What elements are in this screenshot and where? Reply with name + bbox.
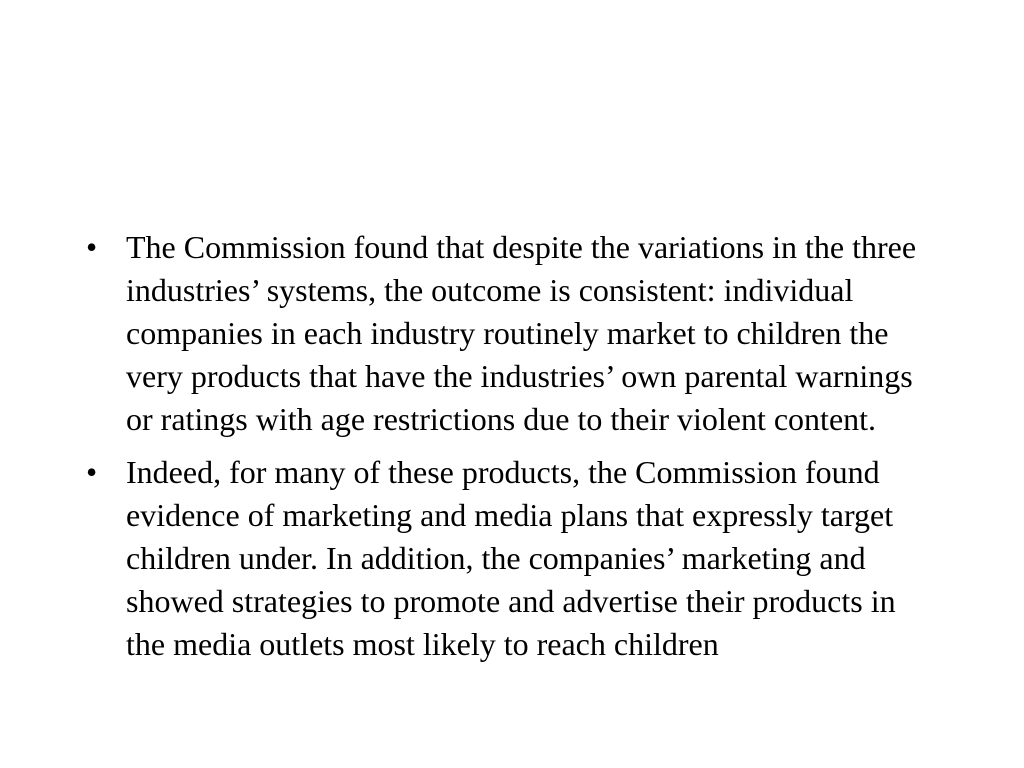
bullet-marker: • bbox=[86, 454, 98, 490]
bullet-marker: • bbox=[86, 229, 98, 265]
bullet-list bbox=[82, 226, 942, 676]
bullet-text: The Commission found that despite the variations in the three industries’ systems, the outcome is consistent: individual companies in each industry routinely market to children the very products that have the industries’ own parental warnings or ratings with age restrictions due to their violent content. bbox=[126, 229, 917, 437]
bullet-text: Indeed, for many of these products, the Commission found evidence of marketing and media plans that expressly target children under. In addition, the companies’ marketing and showed strategies to promote and advertise their products in the media outlets most likely to reach children bbox=[126, 454, 896, 662]
bullet-item bbox=[82, 226, 942, 441]
bullet-item bbox=[82, 451, 942, 666]
